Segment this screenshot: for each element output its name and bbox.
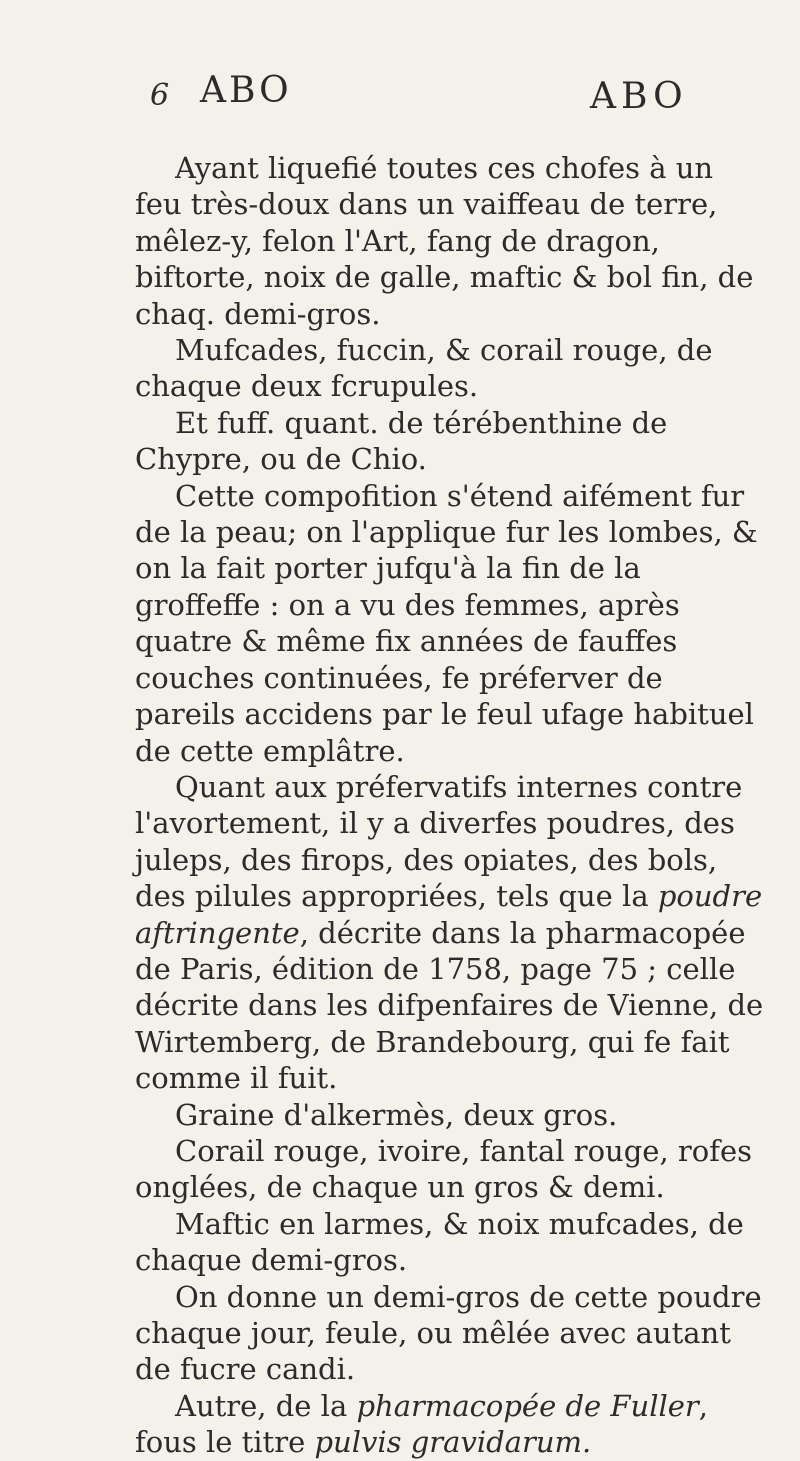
- page-body: [135, 150, 765, 1461]
- paragraph: Corail rouge, ivoire, fantal rouge, rofes onglées, de chaque un gros & demi.: [135, 1133, 752, 1205]
- text-run: , fous le titre: [135, 1388, 708, 1460]
- paragraph: Et fuff. quant. de térébenthine de Chypre, ou de Chio.: [135, 405, 668, 477]
- paragraph: Ayant liquefié toutes ces chofes à un feu très-doux dans un vaiffeau de terre, mêlez-y, felon l'Art, fang de dragon, biftorte, noix de galle, maftic & bol fin, de chaq. demi-gros.: [135, 151, 754, 331]
- paragraph: Mufcades, fuccin, & corail rouge, de chaque deux fcrupules.: [135, 333, 713, 404]
- text-run: , décrite dans la pharmacopée de Paris, édition de 1758, page 75 ; celle décrite dans les difpenfaires de Vienne, de Wirtemberg, de Brandebourg, qui fe fait comme il fuit.: [135, 915, 764, 1096]
- running-head-right: ABO: [590, 76, 688, 117]
- page-number: 6: [150, 78, 170, 113]
- page-header: [150, 70, 700, 130]
- italic-term: pulvis gravidarum.: [314, 1425, 592, 1460]
- text-run: Autre, de la: [175, 1388, 357, 1423]
- italic-term: pharmacopée de Fuller: [356, 1388, 699, 1423]
- paragraph: [135, 1388, 765, 1461]
- paragraph: Cette compofition s'étend aifément fur de la peau; on l'applique fur les lombes, & on la fait porter jufqu'à la fin de la groffeffe : on a vu des femmes, après quatre & même fix années de fauffes couches continuées, fe préferver de pareils accidens par le feul ufage habituel de cette emplâtre.: [135, 478, 758, 768]
- paragraph: Graine d'alkermès, deux gros.: [175, 1097, 618, 1132]
- paragraph: On donne un demi-gros de cette poudre chaque jour, feule, ou mêlée avec autant de fucre candi.: [135, 1279, 762, 1387]
- running-head-left: ABO: [200, 70, 292, 111]
- italic-term: poudre aftringente: [135, 879, 763, 950]
- paragraph: [135, 769, 765, 1097]
- text-run: Quant aux préfervatifs internes contre l'avortement, il y a diverfes poudres, des juleps, des firops, des opiates, des bols, des pilules appropriées, tels que la: [135, 769, 743, 914]
- paragraph: Maftic en larmes, & noix mufcades, de chaque demi-gros.: [135, 1206, 744, 1278]
